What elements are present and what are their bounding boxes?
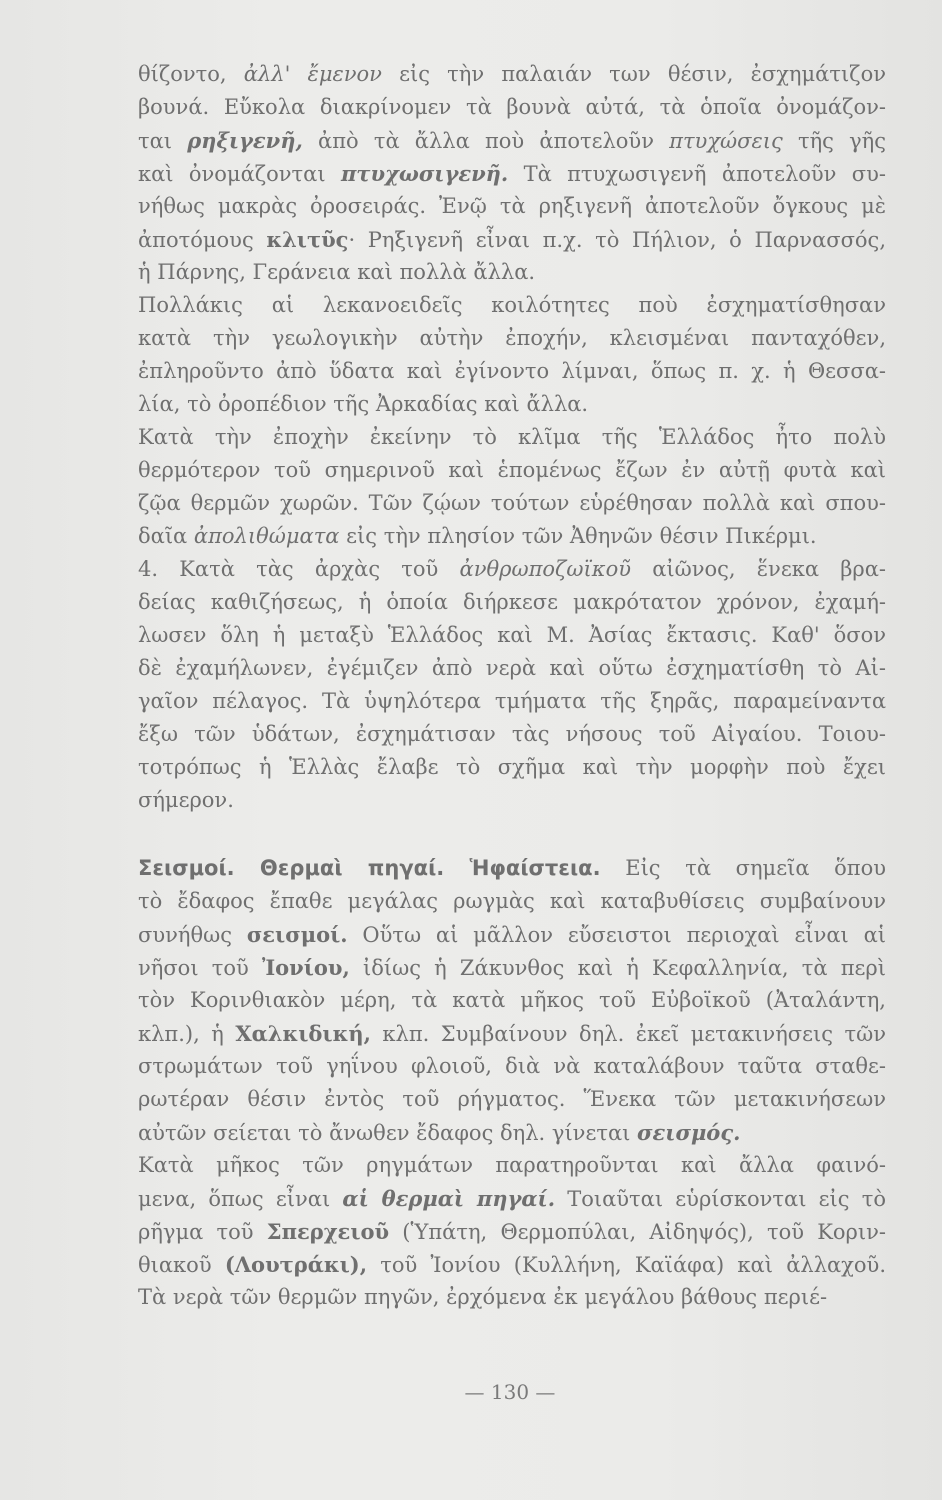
text-run: γαῖον πέλαγος. Τὰ ὑψηλότερα τμήματα τῆς ξηρᾶς, παραμείναντα: [138, 689, 886, 713]
text-run: ἀλλ' ἔμενον: [243, 62, 382, 86]
text-run: (Ὑπάτη, Θερμοπύλαι, Αἰδηψός), τοῦ Κοριν-: [389, 1220, 886, 1244]
paragraph-2: [138, 289, 886, 421]
text-line: [138, 421, 886, 454]
text-run: στρωμάτων τοῦ γηΐνου φλοιοῦ, διὰ νὰ καταλάβουν ταῦτα σταθε-: [138, 1054, 886, 1078]
text-line: [138, 1182, 886, 1215]
text-run: θερμότερον τοῦ σημερινοῦ καὶ ἑπομένως ἔζων ἐν αὐτῇ φυτὰ καὶ: [138, 458, 886, 482]
text-run: τοῦ Ἰονίου (Κυλλήνη, Καϊάφα) καὶ ἀλλαχοῦ.: [367, 1253, 886, 1277]
section-heading: Σεισμοί. Θερμαὶ πηγαί. Ἡφαίστεια.: [138, 856, 601, 880]
text-line: [138, 685, 886, 718]
text-run: ζῷα θερμῶν χωρῶν. Τῶν ζῴων τούτων εὑρέθησαν πολλὰ καὶ σπου-: [138, 491, 886, 515]
text-run: Τοιαῦται εὑρίσκονται εἰς τὸ: [555, 1187, 886, 1211]
text-run: σεισμοί.: [246, 922, 348, 947]
paragraph-4: [138, 553, 886, 817]
text-line: [138, 1050, 886, 1083]
text-line: [138, 1215, 886, 1248]
text-run: πτυχωσιγενῆ.: [340, 161, 509, 186]
text-run: πτυχώσεις: [669, 129, 783, 153]
text-run: κλιτῦς: [266, 227, 349, 252]
text-line: [138, 355, 886, 388]
text-run: εἰς τὴν παλαιάν των θέσιν, ἐσχημάτιζον: [381, 62, 886, 86]
text-run: ρωτέραν θέσιν ἐντὸς τοῦ ρήγματος. Ἕνεκα τῶν μετακινήσεων: [138, 1087, 886, 1111]
text-run: ἡ Πάρνης, Γεράνεια καὶ πολλὰ ἄλλα.: [138, 260, 536, 284]
text-line: [138, 1281, 886, 1314]
page-number: — 130 —: [464, 1380, 556, 1404]
text-line: [138, 157, 886, 190]
paragraph-3: [138, 421, 886, 553]
text-run: θιακοῦ: [138, 1253, 225, 1277]
text-line: [138, 520, 886, 553]
text-run: Τὰ πτυχωσιγενῆ ἀποτελοῦν συ-: [508, 162, 886, 186]
text-run: ρηξιγενῆ,: [187, 128, 303, 153]
text-run: Εἰς τὰ σημεῖα ὅπου: [600, 856, 886, 880]
text-run: σεισμός.: [637, 1120, 741, 1145]
text-line: [138, 751, 886, 784]
text-run: αἰῶνος, ἕνεκα βρα-: [630, 557, 886, 581]
text-run: λωσεν ὅλη ἡ μεταξὺ Ἑλλάδος καὶ Μ. Ἀσίας ἔκτασις. Καθ' ὅσον: [138, 623, 886, 647]
text-run: δὲ ἐχαμήλωνεν, ἐγέμιζεν ἀπὸ νερὰ καὶ οὕτω ἐσχηματίσθη τὸ Αἰ-: [138, 656, 886, 680]
text-line: [138, 124, 886, 157]
text-run: σήμερον.: [138, 788, 234, 812]
text-run: δαῖα: [138, 524, 194, 548]
text-line: [138, 718, 886, 751]
text-line: [138, 784, 886, 817]
text-line: [138, 1116, 886, 1149]
paragraph-hot-springs: [138, 1149, 886, 1314]
text-line: [138, 1248, 886, 1281]
text-run: καὶ ὀνομάζονται: [138, 162, 341, 186]
text-line: [138, 652, 886, 685]
text-run: ἀπὸ τὰ ἄλλα ποὺ ἀποτελοῦν: [302, 129, 670, 153]
text-run: (Λουτράκι),: [224, 1252, 368, 1277]
text-line: [138, 1017, 886, 1050]
text-run: τῆς γῆς: [782, 129, 886, 153]
section-earthquakes: [138, 852, 886, 1149]
text-run: συνήθως: [138, 923, 247, 947]
text-run: τὸ ἔδαφος ἔπαθε μεγάλας ρωγμὰς καὶ καταβυθίσεις συμβαίνουν: [138, 889, 886, 913]
text-run: τοτρόπως ἡ Ἑλλὰς ἔλαβε τὸ σχῆμα καὶ τὴν μορφὴν ποὺ ἔχει: [138, 755, 886, 779]
text-run: ἀποτόμους: [138, 228, 267, 252]
text-line: [138, 885, 886, 918]
text-line: [138, 487, 886, 520]
text-line: [138, 619, 886, 652]
text-run: ται: [138, 129, 188, 153]
text-line: [138, 1149, 886, 1182]
text-run: εἰς τὴν πλησίον τῶν Ἀθηνῶν θέσιν Πικέρμι.: [339, 524, 817, 548]
text-line: [138, 852, 886, 885]
text-run: ἔξω τῶν ὑδάτων, ἐσχημάτισαν τὰς νήσους τοῦ Αἰγαίου. Τοιου-: [138, 722, 886, 746]
text-line: [138, 951, 886, 984]
text-run: Χαλκιδική,: [235, 1021, 371, 1046]
text-run: νῆσοι τοῦ: [138, 956, 262, 980]
text-line: [138, 586, 886, 619]
text-line: [138, 553, 886, 586]
text-run: κλπ. Συμβαίνουν δηλ. ἐκεῖ μετακινήσεις τῶν: [370, 1022, 886, 1046]
text-run: λία, τὸ ὀροπέδιον τῆς Ἀρκαδίας καὶ ἄλλα.: [138, 392, 589, 416]
text-run: ἐπληροῦντο ἀπὸ ὕδατα καὶ ἐγίνοντο λίμναι, ὅπως π. χ. ἡ Θεσσα-: [138, 359, 886, 383]
text-run: κατὰ τὴν γεωλογικὴν αὐτὴν ἐποχήν, κλεισμέναι πανταχόθεν,: [138, 326, 886, 350]
text-run: ἀνθρωποζωϊκοῦ: [459, 557, 631, 581]
text-run: μενα, ὅπως εἶναι: [138, 1187, 343, 1211]
text-run: Σπερχειοῦ: [266, 1219, 390, 1244]
text-run: ρῆγμα τοῦ: [138, 1220, 267, 1244]
text-run: τὸν Κορινθιακὸν μέρη, τὰ κατὰ μῆκος τοῦ Εὐβοϊκοῦ (Ἀταλάντη,: [138, 988, 886, 1012]
text-run: δείας καθιζήσεως, ἡ ὁποία διήρκεσε μακρότατον χρόνον, ἐχαμή-: [138, 590, 886, 614]
text-line: [138, 256, 886, 289]
text-run: Οὕτω αἱ μᾶλλον εὔσειστοι περιοχαὶ εἶναι αἱ: [347, 923, 886, 947]
text-line: [138, 91, 886, 124]
text-line: [138, 289, 886, 322]
text-run: αἱ θερμαὶ πηγαί.: [342, 1186, 556, 1211]
text-line: [138, 58, 886, 91]
text-line: [138, 190, 886, 223]
text-run: νήθως μακρὰς ὀροσειράς. Ἐνῷ τὰ ρηξιγενῆ ἀποτελοῦν ὄγκους μὲ: [138, 194, 886, 218]
paragraph-1: [138, 58, 886, 289]
text-run: θίζοντο,: [138, 62, 244, 86]
text-line: [138, 918, 886, 951]
text-run: Κατὰ μῆκος τῶν ρηγμάτων παρατηροῦνται καὶ ἄλλα φαινό-: [138, 1153, 886, 1177]
text-run: Κατὰ τὴν ἐποχὴν ἐκείνην τὸ κλῖμα τῆς Ἑλλάδος ἦτο πολὺ: [138, 425, 886, 449]
text-run: Πολλάκις αἱ λεκανοειδεῖς κοιλότητες ποὺ ἐσχηματίσθησαν: [138, 293, 886, 317]
text-line: [138, 388, 886, 421]
text-run: · Ρηξιγενῆ εἶναι π.χ. τὸ Πήλιον, ὁ Παρνασσός,: [348, 228, 886, 252]
text-line: [138, 1083, 886, 1116]
text-run: ἰδίως ἡ Ζάκυνθος καὶ ἡ Κεφαλληνία, τὰ περὶ: [349, 956, 886, 980]
text-run: 4. Κατὰ τὰς ἀρχὰς τοῦ: [138, 557, 460, 581]
text-run: βουνά. Εὔκολα διακρίνομεν τὰ βουνὰ αὐτά, τὰ ὁποῖα ὀνομάζον-: [138, 95, 886, 119]
text-line: [138, 223, 886, 256]
text-run: Ἰονίου,: [261, 955, 350, 980]
text-line: [138, 454, 886, 487]
text-line: [138, 322, 886, 355]
page-text: [138, 58, 886, 1314]
text-run: κλπ.), ἡ: [138, 1022, 236, 1046]
text-run: αὐτῶν σείεται τὸ ἄνωθεν ἔδαφος δηλ. γίνεται: [138, 1121, 638, 1145]
text-line: [138, 984, 886, 1017]
text-run: Τὰ νερὰ τῶν θερμῶν πηγῶν, ἐρχόμενα ἐκ μεγάλου βάθους περιέ-: [138, 1285, 828, 1309]
text-run: ἀπολιθώματα: [193, 524, 340, 548]
